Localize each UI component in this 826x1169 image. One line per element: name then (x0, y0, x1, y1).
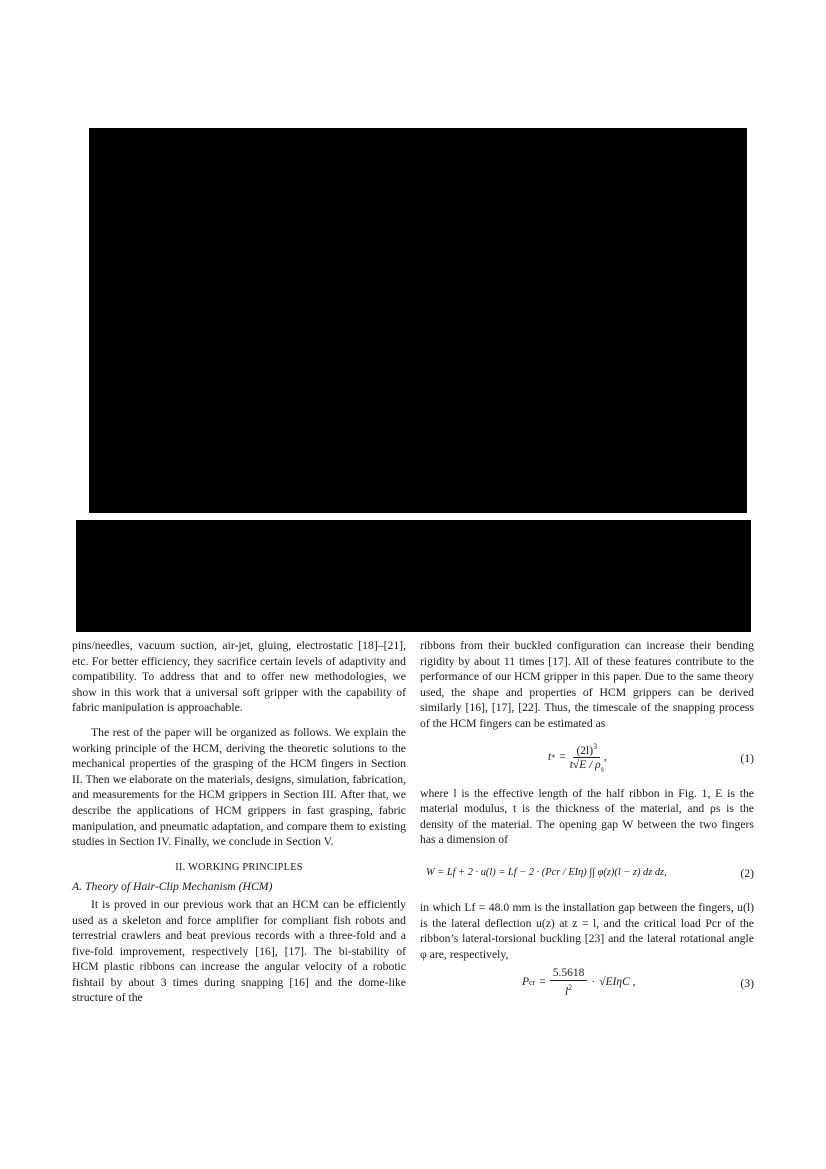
eq2-number: (2) (740, 867, 754, 881)
eq1-fraction (570, 740, 604, 777)
left-column (72, 638, 406, 1006)
eq3-coef: 5.5618 (550, 966, 588, 981)
redacted-caption (76, 520, 751, 632)
eq3-lhs-sub: cr (529, 977, 536, 987)
right-column (420, 638, 754, 1006)
right-paragraph-1: ribbons from their buckled configuration can increase their bending rigidity by about 11 times [17]. All of these features contribute to the performance of our HCM gripper in this paper. Due to the same theory used, the shape and properties of HCM grippers can be derived similarly [16], [17], [22]. Thus, the timescale of the snapping process of the HCM fingers can be estimated as (420, 639, 754, 730)
redacted-figure (89, 128, 747, 513)
left-paragraph-1: pins/needles, vacuum suction, air-jet, gluing, electrostatic [18]–[21], etc. For better efficiency, they sacrifice certain levels of adaptivity and compatibility. To address that and to offer new methodologies, we show in this work that a universal soft gripper with the capability of fabric manipulation is approachable. (72, 639, 406, 715)
right-paragraph-3: in which Lf = 48.0 mm is the installation gap between the fingers, u(l) is the lateral deflection u(z) at z = l, and the critical load Pcr of the ribbon’s lateral-torsional buckling [23] and the lateral rotational angle φ are, respectively, (420, 900, 754, 961)
eq3-denominator: l (564, 986, 569, 999)
eq3-fraction (550, 966, 588, 999)
eq1-number: (1) (740, 751, 754, 765)
equation-2 (420, 848, 754, 900)
eq3-root: √EIηC , (599, 975, 636, 988)
equation-3: P cr = $\frac{5.5618}{l^2}$ · √EIηC , (3) (522, 967, 754, 999)
eq3-denominator-sup: 2 (568, 983, 573, 993)
right-paragraph-2: where l is the effective length of the half ribbon in Fig. 1, E is the material modulus, t is the thickness of the material, and ρs is the density of the material. The opening gap W between the two fingers has a dimension of (420, 786, 754, 847)
eq2-text: W = Lf + 2 · u(l) = Lf − 2 · (Pcr / EIη) ∫∫ φ(z)(l − z) dz dz, (426, 866, 667, 878)
subsection-heading: A. Theory of Hair-Clip Mechanism (HCM) (72, 880, 273, 894)
eq3-number: (3) (740, 977, 754, 991)
left-paragraph-3: It is proved in our previous work that an HCM can be efficiently used as a skeleton and force amplifier for compliant fish robots and terrestrial crawlers and beat previous records with a three-fold and a five-fold improvement, respectively [16], [17]. The bi-stability of HCM plastic ribbons can increase the angular velocity of a robotic fishtail by about 3 times during snapping [16] and the dome-like structure of the (72, 897, 406, 1005)
eq1-lhs: t (548, 751, 552, 764)
eq1-lhs-sub: * (551, 753, 556, 763)
eq1-numerator-sup: 3 (593, 741, 598, 751)
left-paragraph-2: The rest of the paper will be organized as follows. We explain the working principle of the HCM, deriving the theoretic solutions to the mechanical properties of the grasping of the HCM fingers in Section II. Then we elaborate on the materials, designs, simulation, fabrication, and measurements for the HCM grippers in Section III. After that, we describe the applications of HCM grippers in fast grasping, fabric manipulation, and pneumatic adaptation, and compare them to existing studies in Section IV. Finally, we conclude in Section V. (72, 725, 406, 849)
eq1-numerator: (2l) (576, 744, 594, 757)
section-heading: II. WORKING PRINCIPLES (175, 861, 303, 873)
equation-1: t * = $\frac{(2l)^3}{t√E / \rho_s}$ , (1) (420, 732, 754, 786)
eq1-denominator-sub: s (600, 764, 604, 774)
eq1-denominator: t√E / ρ (569, 759, 601, 772)
eq3-lhs: P (522, 975, 530, 988)
